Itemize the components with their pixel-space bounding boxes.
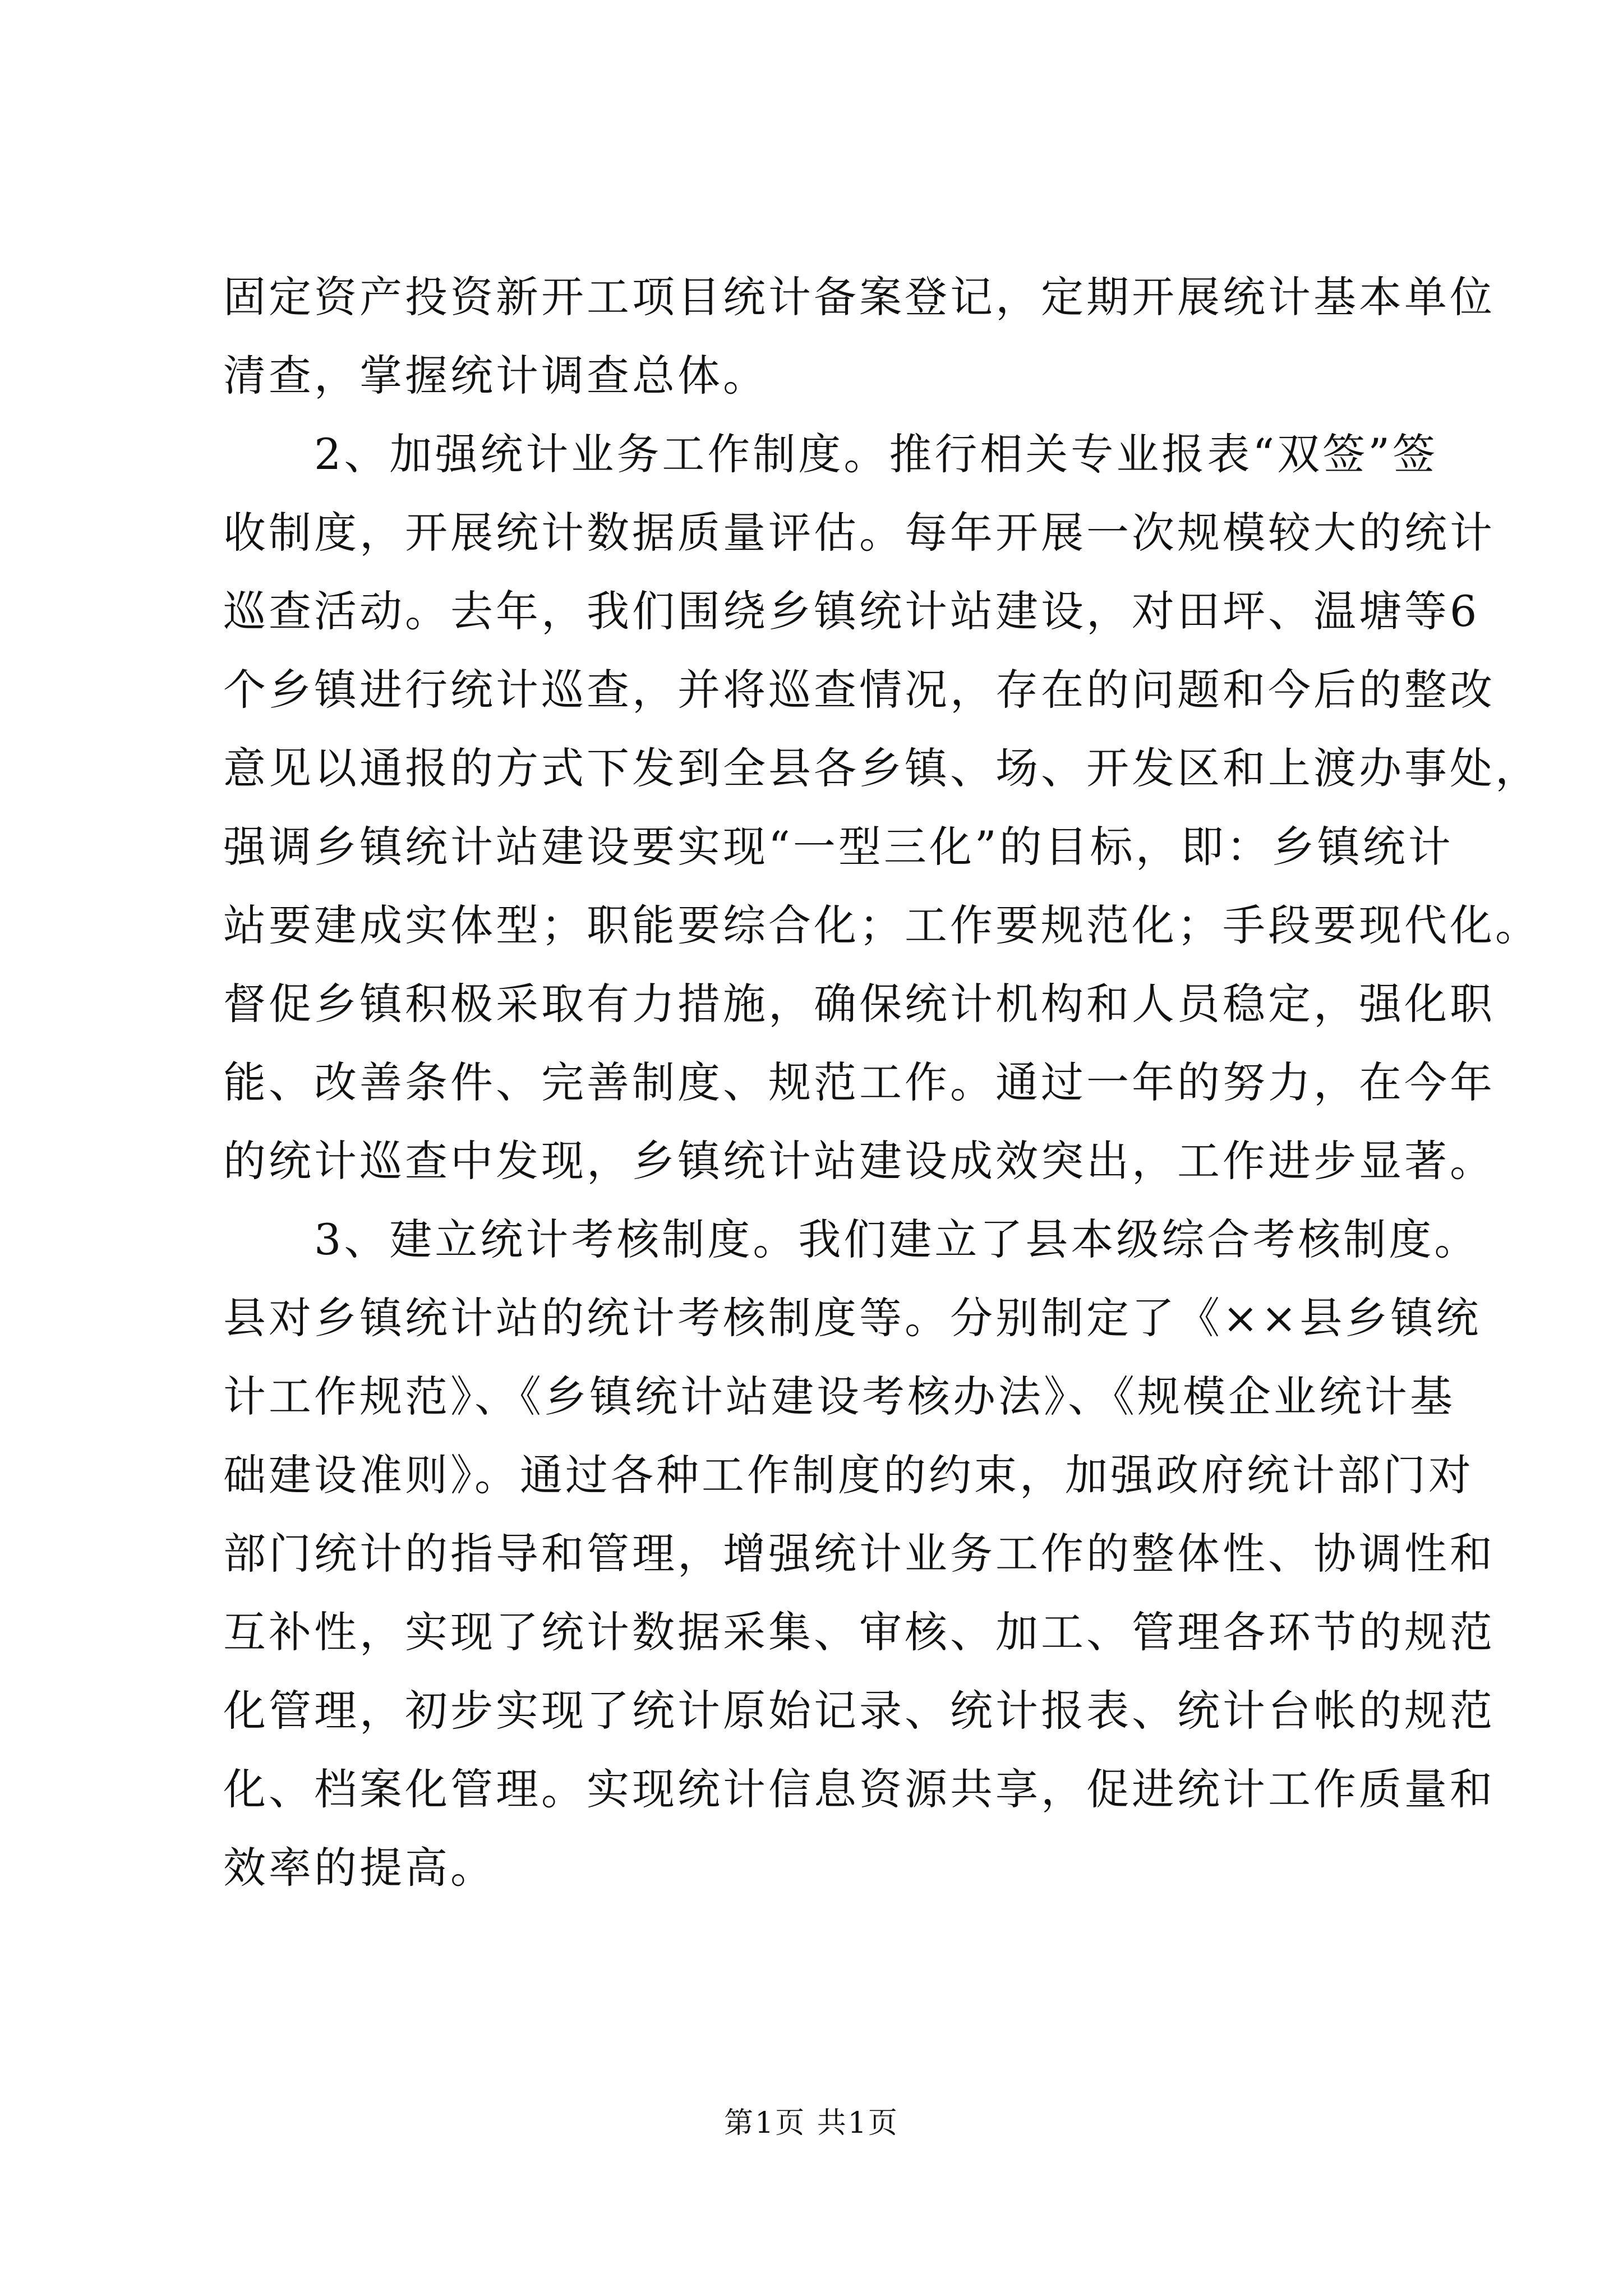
text-line: 站要建成实体型；职能要综合化；工作要规范化；手段要现代化。	[223, 900, 1541, 950]
text-line: 收制度，开展统计数据质量评估。每年开展一次规模较大的统计	[223, 508, 1495, 558]
text-line: 的统计巡查中发现，乡镇统计站建设成效突出，工作进步显著。	[223, 1136, 1495, 1186]
text-line: 化管理，初步实现了统计原始记录、统计报表、统计台帐的规范	[223, 1686, 1495, 1736]
text-line: 效率的提高。	[223, 1843, 496, 1893]
text-line: 县对乡镇统计站的统计考核制度等。分别制定了《××县乡镇统	[223, 1293, 1482, 1343]
document-body	[223, 258, 1541, 1907]
text-line: 部门统计的指导和管理，增强统计业务工作的整体性、协调性和	[223, 1529, 1495, 1579]
text-line: 础建设准则》。通过各种工作制度的约束，加强政府统计部门对	[223, 1450, 1474, 1500]
text-line: 3、建立统计考核制度。我们建立了县本级综合考核制度。	[223, 1214, 1480, 1264]
text-line: 巡查活动。去年，我们围绕乡镇统计站建设，对田坪、温塘等6	[223, 586, 1480, 636]
text-line: 互补性，实现了统计数据采集、审核、加工、管理各环节的规范	[223, 1607, 1495, 1657]
text-line: 意见以通报的方式下发到全县各乡镇、场、开发区和上渡办事处，	[223, 743, 1541, 793]
text-line: 2、加强统计业务工作制度。推行相关专业报表“双签”签	[223, 429, 1438, 479]
text-line: 强调乡镇统计站建设要实现“一型三化”的目标，即：乡镇统计	[223, 822, 1454, 872]
page-footer: 第1页 共1页	[724, 2106, 899, 2140]
text-line: 个乡镇进行统计巡查，并将巡查情况，存在的问题和今后的整改	[223, 665, 1495, 715]
text-line: 清查，掌握统计调查总体。	[223, 351, 768, 401]
text-line: 固定资产投资新开工项目统计备案登记，定期开展统计基本单位	[223, 272, 1495, 322]
text-line: 督促乡镇积极采取有力措施，确保统计机构和人员稳定，强化职	[223, 979, 1495, 1029]
text-line: 能、改善条件、完善制度、规范工作。通过一年的努力，在今年	[223, 1057, 1495, 1107]
text-line: 计工作规范》、《乡镇统计站建设考核办法》、《规模企业统计基	[223, 1372, 1455, 1421]
text-line: 化、档案化管理。实现统计信息资源共享，促进统计工作质量和	[223, 1764, 1495, 1814]
